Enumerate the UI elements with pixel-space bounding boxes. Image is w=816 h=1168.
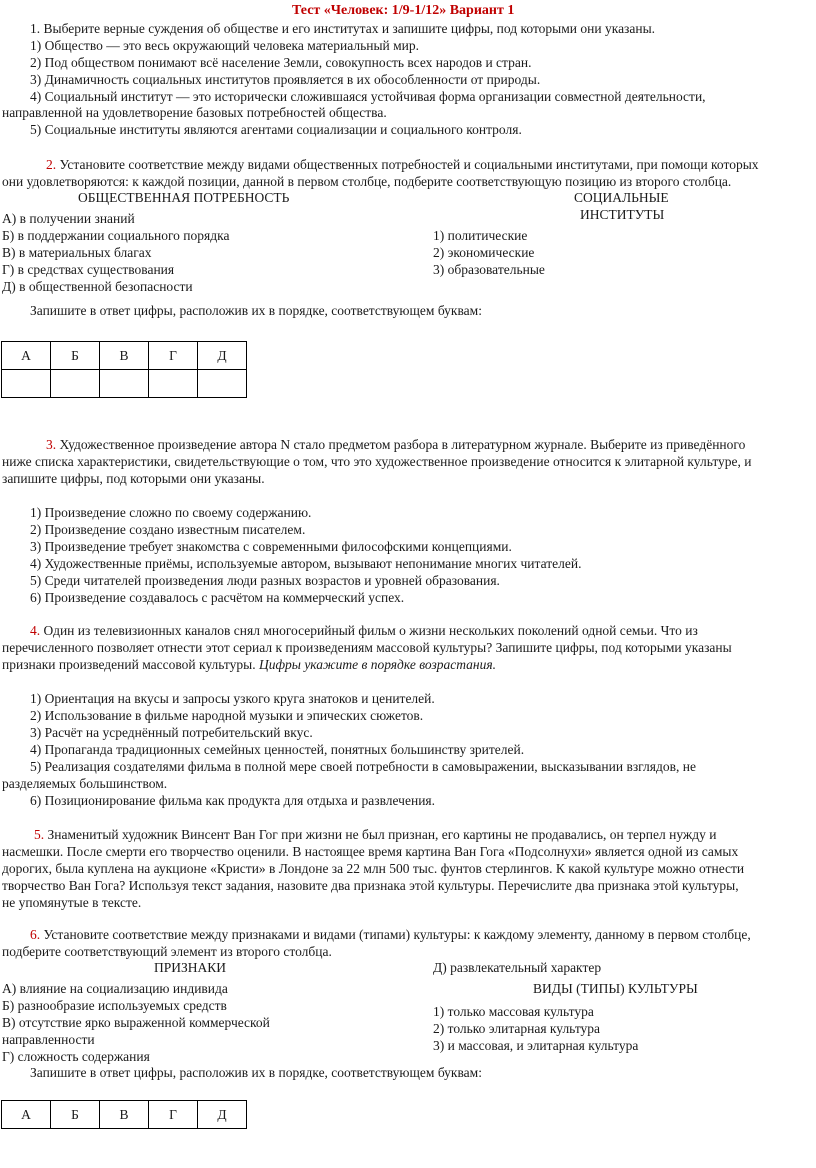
q2-answer-cell-g[interactable] xyxy=(149,370,198,398)
q1-option-3: 3) Динамичность социальных институтов проявляется в их обособленности от природы. xyxy=(30,72,541,87)
q6-header-g: Г xyxy=(149,1101,198,1129)
q5-line-4: творчество Ван Гога? Используя текст задания, назовите два признака этой культуры. Перечислите два признака этой культуры, xyxy=(2,878,739,893)
q3-option-5: 5) Среди читателей произведения люди разных возрастов и уровней образования. xyxy=(30,573,500,588)
q2-prompt-line-1 xyxy=(46,156,759,173)
q3-prompt-text: Художественное произведение автора N стало предметом разбора в литературном журнале. Выберите из приведённого xyxy=(56,437,746,452)
q3-option-6: 6) Произведение создавалось с расчётом на коммерческий успех. xyxy=(30,590,405,605)
q4-option-2: 2) Использование в фильме народной музыки и эпических сюжетов. xyxy=(30,708,424,723)
q2-answer-cell-v[interactable] xyxy=(100,370,149,398)
q4-option-4: 4) Пропаганда традиционных семейных ценностей, понятных большинству зрителей. xyxy=(30,742,525,757)
q6-right-item-3: 3) и массовая, и элитарная культура xyxy=(433,1038,639,1053)
q4-option-5: 5) Реализация создателями фильма в полной мере своей потребности в самовыражении, высказывании взглядов, не xyxy=(30,759,696,774)
q4-prompt-italic: Цифры укажите в порядке возрастания. xyxy=(258,657,496,672)
q2-answer-cell-a[interactable] xyxy=(2,370,51,398)
q1-option-4-cont: направленной на удовлетворение базовых потребностей общества. xyxy=(2,105,387,120)
q2-right-header-2: ИНСТИТУТЫ xyxy=(580,207,665,222)
q6-instruction: Запишите в ответ цифры, расположив их в порядке, соответствующем буквам: xyxy=(30,1065,482,1080)
q4-option-3: 3) Расчёт на усреднённый потребительский вкус. xyxy=(30,725,313,740)
page-title: Тест «Человек: 1/9-1/12» Вариант 1 xyxy=(292,3,515,18)
q3-prompt-line-3: запишите цифры, под которыми они указаны. xyxy=(2,471,265,486)
q5-line-2: насмешки. После смерти его творчество оценили. В настоящее время картина Ван Гога «Подсолнухи» является одной из самых xyxy=(2,844,739,859)
q6-right-header: ВИДЫ (ТИПЫ) КУЛЬТУРЫ xyxy=(533,981,698,996)
q2-answer-header-row xyxy=(2,342,247,370)
q6-header-a: А xyxy=(2,1101,51,1129)
q5-line-3: дорогих, была куплена на аукционе «Кристи» в Лондоне за 22 млн 500 тыс. фунтов стерлингов. К какой культуре можно отнести xyxy=(2,861,745,876)
q4-prompt-text-3: признаки произведений массовой культуры. xyxy=(2,657,259,672)
q4-number: 4. xyxy=(30,623,41,638)
q6-left-header: ПРИЗНАКИ xyxy=(154,960,227,975)
q6-item-b: Б) разнообразие используемых средств xyxy=(2,998,227,1013)
q2-instruction: Запишите в ответ цифры, расположив их в порядке, соответствующем буквам: xyxy=(30,303,482,318)
q3-option-2: 2) Произведение создано известным писателем. xyxy=(30,522,306,537)
q2-answer-table xyxy=(1,341,247,398)
q3-option-1: 1) Произведение сложно по своему содержанию. xyxy=(30,505,312,520)
q3-prompt-line-1 xyxy=(46,436,745,453)
q2-header-a: А xyxy=(2,342,51,370)
q1-option-4: 4) Социальный институт — это исторически сложившаяся устойчивая форма организации совместной деятельности, xyxy=(30,89,706,104)
q5-text-1: Знаменитый художник Винсент Ван Гог при жизни не был признан, его картины не продавались, он терпел нужду и xyxy=(44,827,717,842)
q6-item-g: Г) сложность содержания xyxy=(2,1049,150,1064)
q6-right-item-2: 2) только элитарная культура xyxy=(433,1021,601,1036)
q6-header-v: В xyxy=(100,1101,149,1129)
q2-answer-cell-b[interactable] xyxy=(51,370,100,398)
q2-left-header: ОБЩЕСТВЕННАЯ ПОТРЕБНОСТЬ xyxy=(78,190,290,205)
q6-item-a: А) влияние на социализацию индивида xyxy=(2,981,228,996)
q6-prompt-text: Установите соответствие между признаками и видами (типами) культуры: к каждому элементу, данному в первом столбце, xyxy=(40,927,751,942)
q1-option-1: 1) Общество — это весь окружающий человека материальный мир. xyxy=(30,38,420,53)
q6-item-d: Д) развлекательный характер xyxy=(433,960,602,975)
q3-number: 3. xyxy=(46,437,57,452)
q2-header-b: Б xyxy=(51,342,100,370)
q4-option-1: 1) Ориентация на вкусы и запросы узкого круга знатоков и ценителей. xyxy=(30,691,435,706)
q4-prompt-line-1 xyxy=(30,622,698,639)
q4-option-5-cont: разделяемых большинством. xyxy=(2,776,168,791)
q2-prompt-line-2: они удовлетворяются: к каждой позиции, данной в первом столбце, подберите соответствующую позицию из второго столбца. xyxy=(2,174,732,189)
q2-number: 2. xyxy=(46,157,57,172)
q6-prompt-line-2: подберите соответствующий элемент из второго столбца. xyxy=(2,944,332,959)
q2-left-item-b: Б) в поддержании социального порядка xyxy=(2,228,230,243)
q6-header-d: Д xyxy=(198,1101,247,1129)
q1-prompt: 1. Выберите верные суждения об обществе и его институтах и запишите цифры, под которыми они указаны. xyxy=(30,21,656,36)
q4-prompt-line-2: перечисленного позволяет отнести этот сериал к произведениям массовой культуры? Запишите цифры, под которыми указаны xyxy=(2,640,732,655)
q4-prompt-text: Один из телевизионных каналов снял многосерийный фильм о жизни нескольких поколений одной семьи. Что из xyxy=(40,623,698,638)
q2-right-header-1: СОЦИАЛЬНЫЕ xyxy=(574,190,669,205)
q6-header-b: Б xyxy=(51,1101,100,1129)
q1-option-5: 5) Социальные институты являются агентами социализации и социального контроля. xyxy=(30,122,522,137)
q4-prompt-line-3 xyxy=(2,656,496,673)
q6-item-v: В) отсутствие ярко выраженной коммерческой xyxy=(2,1015,270,1030)
q6-number: 6. xyxy=(30,927,41,942)
q2-left-item-v: В) в материальных благах xyxy=(2,245,152,260)
q2-right-item-3: 3) образовательные xyxy=(433,262,545,277)
q2-left-item-g: Г) в средствах существования xyxy=(2,262,175,277)
q1-option-2: 2) Под обществом понимают всё население Земли, совокупность всех народов и стран. xyxy=(30,55,532,70)
q2-answer-cell-d[interactable] xyxy=(198,370,247,398)
q2-header-g: Г xyxy=(149,342,198,370)
q2-left-item-a: А) в получении знаний xyxy=(2,211,135,226)
q6-right-item-1: 1) только массовая культура xyxy=(433,1004,594,1019)
q2-right-item-2: 2) экономические xyxy=(433,245,535,260)
q5-line-5: не упомянутые в тексте. xyxy=(2,895,142,910)
q2-answer-row xyxy=(2,370,247,398)
q3-option-4: 4) Художественные приёмы, используемые автором, вызывают непонимание многих читателей. xyxy=(30,556,582,571)
q2-right-item-1: 1) политические xyxy=(433,228,528,243)
q6-answer-header-row xyxy=(2,1101,247,1129)
q6-answer-table xyxy=(1,1100,247,1129)
q3-option-3: 3) Произведение требует знакомства с современными философскими концепциями. xyxy=(30,539,512,554)
q5-line-1 xyxy=(34,826,716,843)
q4-option-6: 6) Позиционирование фильма как продукта для отдыха и развлечения. xyxy=(30,793,435,808)
q6-prompt-line-1 xyxy=(30,926,751,943)
q5-number: 5. xyxy=(34,827,45,842)
q6-item-v-cont: направленности xyxy=(2,1032,95,1047)
q2-header-d: Д xyxy=(198,342,247,370)
q2-prompt-text: Установите соответствие между видами общественных потребностей и социальными институтами, при помощи которых xyxy=(56,157,759,172)
q2-header-v: В xyxy=(100,342,149,370)
q3-prompt-line-2: ниже списка характеристики, свидетельствующие о том, что это художественное произведение относится к элитарной культуре, и xyxy=(2,454,752,469)
q2-left-item-d: Д) в общественной безопасности xyxy=(2,279,193,294)
